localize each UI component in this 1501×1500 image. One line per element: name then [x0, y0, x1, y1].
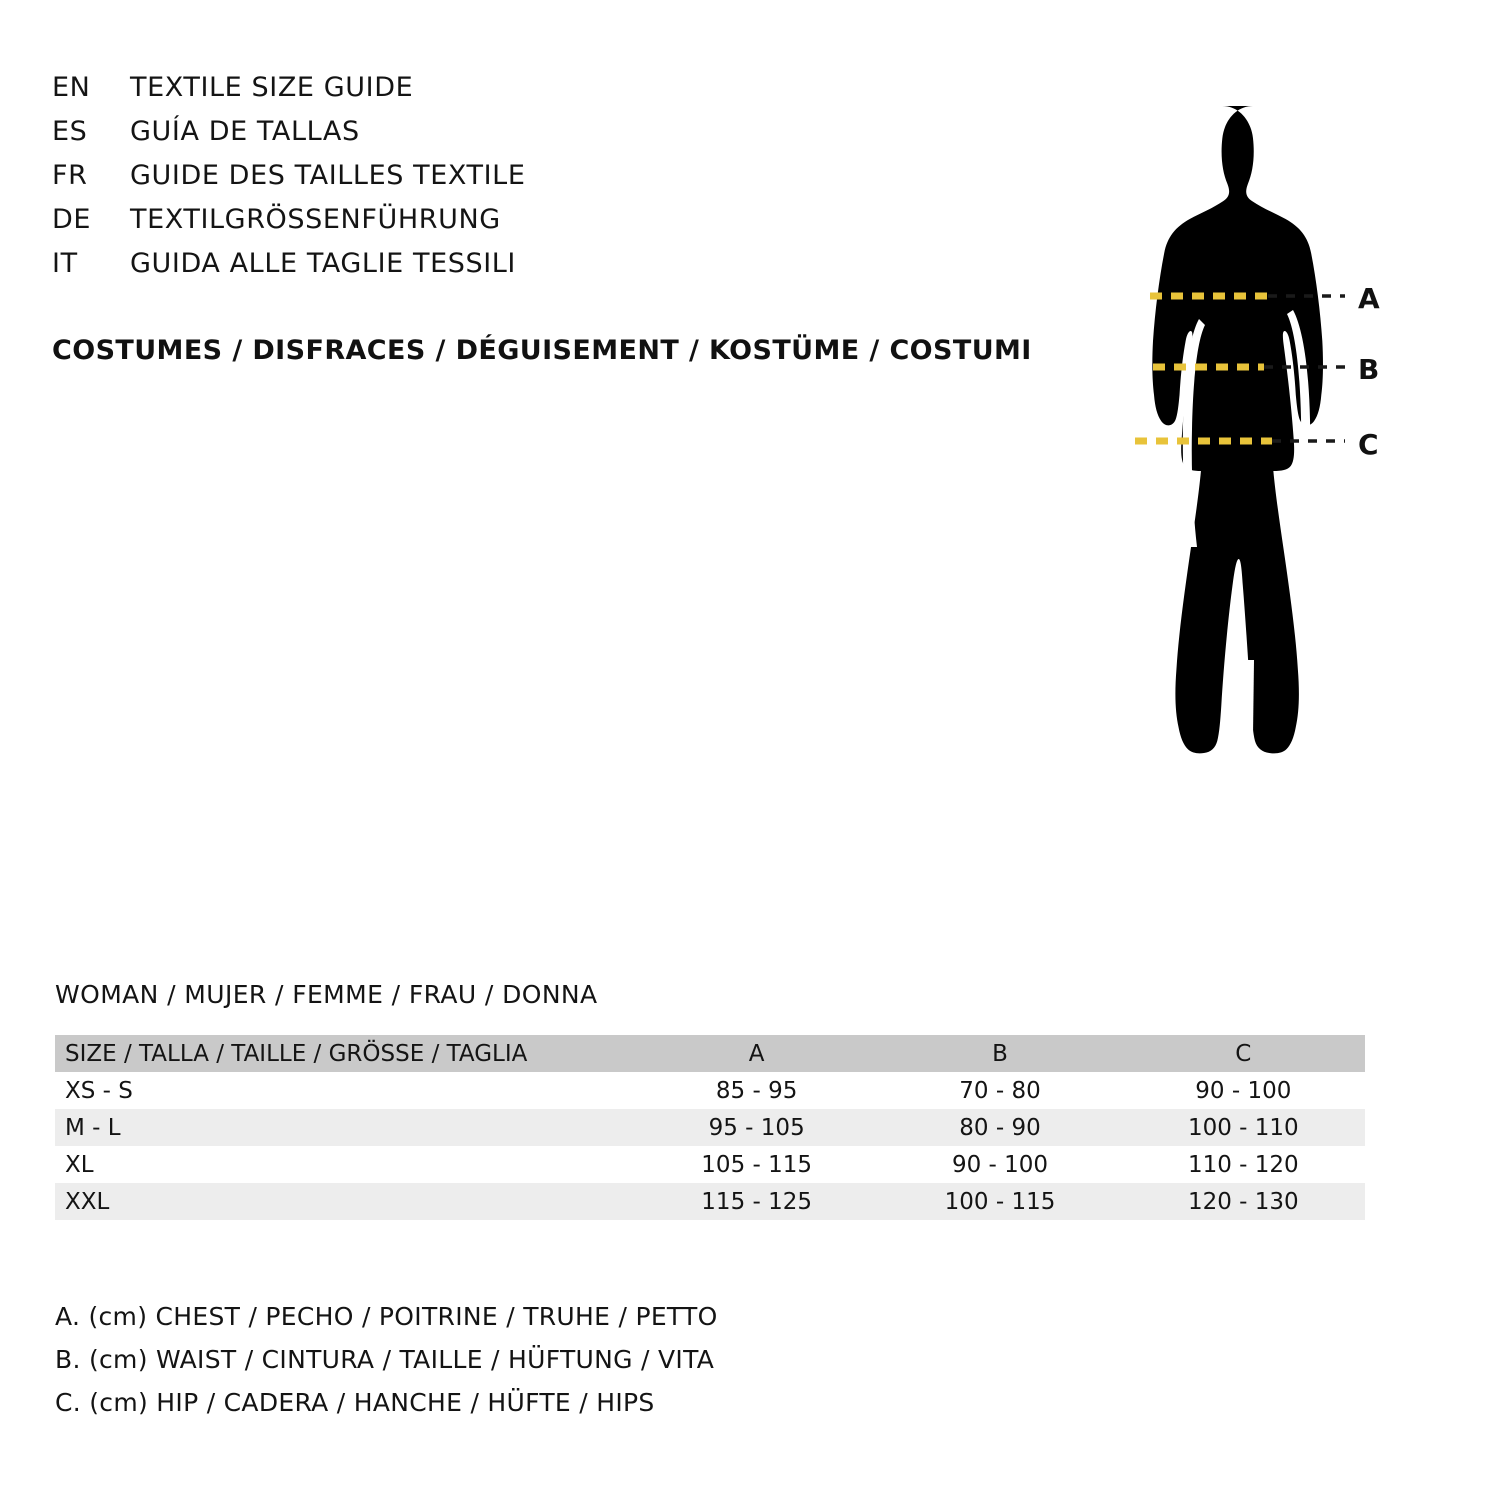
- cell-hip: 120 - 130: [1187, 1188, 1299, 1215]
- measurement-legend: [55, 1295, 718, 1424]
- cell-waist: 70 - 80: [959, 1077, 1041, 1104]
- table-header-row: [55, 1035, 1365, 1072]
- cell-waist: 80 - 90: [959, 1114, 1041, 1141]
- cell-chest: 105 - 115: [701, 1151, 813, 1178]
- table-caption: WOMAN / MUJER / FEMME / FRAU / DONNA: [55, 980, 598, 1009]
- measure-label-b: B: [1358, 353, 1380, 386]
- size-table: [55, 1035, 1365, 1220]
- language-code: DE: [52, 204, 92, 235]
- table-header-a: A: [748, 1040, 765, 1067]
- legend-item-hip: C. (cm) HIP / CADERA / HANCHE / HÜFTE / HIPS: [55, 1388, 655, 1417]
- language-code: IT: [52, 248, 78, 279]
- language-title: TEXTILE SIZE GUIDE: [130, 72, 414, 103]
- language-code: EN: [52, 72, 91, 103]
- legend-item-chest: A. (cm) CHEST / PECHO / POITRINE / TRUHE / PETTO: [55, 1302, 718, 1331]
- language-row-en: [52, 72, 1032, 116]
- language-row-es: [52, 116, 1032, 160]
- cell-chest: 95 - 105: [708, 1114, 805, 1141]
- language-row-de: [52, 204, 1032, 248]
- legend-item-waist: B. (cm) WAIST / CINTURA / TAILLE / HÜFTUNG / VITA: [55, 1345, 715, 1374]
- language-title: GUIDA ALLE TAGLIE TESSILI: [130, 248, 516, 279]
- woman-silhouette-icon: [1040, 60, 1460, 940]
- language-list: [52, 72, 1032, 292]
- measurement-figure: [1040, 60, 1460, 940]
- cell-hip: 90 - 100: [1195, 1077, 1292, 1104]
- table-header-size: SIZE / TALLA / TAILLE / GRÖSSE / TAGLIA: [65, 1040, 528, 1067]
- language-title: TEXTILGRÖSSENFÜHRUNG: [130, 204, 501, 235]
- table-row: [55, 1072, 1365, 1109]
- cell-hip: 110 - 120: [1187, 1151, 1299, 1178]
- cell-chest: 85 - 95: [715, 1077, 798, 1104]
- table-header-b: B: [992, 1040, 1008, 1067]
- language-row-fr: [52, 160, 1032, 204]
- language-row-it: [52, 248, 1032, 292]
- costumes-subtitle: COSTUMES / DISFRACES / DÉGUISEMENT / KOSTÜME / COSTUMI: [52, 335, 1032, 366]
- cell-chest: 115 - 125: [701, 1188, 813, 1215]
- cell-size: XXL: [65, 1188, 110, 1215]
- cell-size: XL: [65, 1151, 94, 1178]
- cell-size: XS - S: [65, 1077, 133, 1104]
- cell-waist: 100 - 115: [944, 1188, 1056, 1215]
- cell-waist: 90 - 100: [951, 1151, 1049, 1178]
- cell-size: M - L: [65, 1114, 121, 1141]
- table-row: [55, 1183, 1365, 1220]
- table-row: [55, 1146, 1365, 1183]
- language-code: ES: [52, 116, 88, 147]
- measure-label-c: C: [1358, 428, 1380, 461]
- table-row: [55, 1109, 1365, 1146]
- language-title: GUÍA DE TALLAS: [130, 116, 360, 147]
- language-title: GUIDE DES TAILLES TEXTILE: [130, 160, 526, 191]
- table-header-c: C: [1235, 1040, 1252, 1067]
- cell-hip: 100 - 110: [1187, 1114, 1299, 1141]
- measure-label-a: A: [1358, 282, 1381, 315]
- language-code: FR: [52, 160, 88, 191]
